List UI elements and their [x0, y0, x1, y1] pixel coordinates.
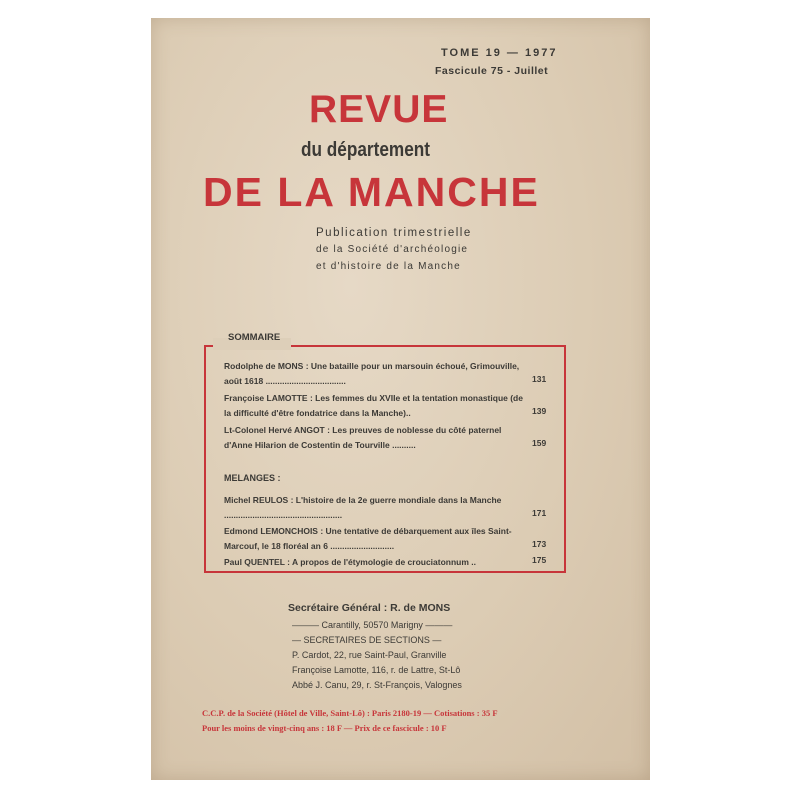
section-line-1: P. Cardot, 22, rue Saint-Paul, Granville — [292, 650, 447, 660]
melanges-entry-1: Michel REULOS : L'histoire de la 2e guerre mondiale dans la Manche .................................................. — [224, 495, 502, 520]
publication-line-1: Publication trimestrielle — [316, 227, 472, 239]
journal-cover — [151, 18, 650, 780]
tome-label: TOME 19 — 1977 — [441, 47, 558, 59]
melanges-entry-3: Paul QUENTEL : A propos de l'étymologie de crouciatonnum .. — [224, 557, 477, 567]
title-de-la-manche: DE LA MANCHE — [203, 169, 540, 215]
title-revue: REVUE — [309, 88, 449, 131]
secretaire-general: Secrétaire Général : R. de MONS — [288, 602, 451, 614]
sommaire-entry-3: Lt-Colonel Hervé ANGOT : Les preuves de noblesse du côté paternel d'Anne Hilarion de Costentin de Tourville .......... — [224, 425, 502, 450]
melanges-page-3: 175 — [532, 555, 547, 565]
footer-line-1: C.C.P. de la Société (Hôtel de Ville, Saint-Lô) : Paris 2180-19 — Cotisations : 35 F — [202, 708, 498, 718]
section-line-3: Abbé J. Canu, 29, r. St-François, Valognes — [292, 680, 462, 690]
sommaire-entry-2: Françoise LAMOTTE : Les femmes du XVIIe et la tentation monastique (de la difficulté d'être fondatrice dans la Manche).. — [224, 393, 523, 418]
fascicule-label: Fascicule 75 - Juillet — [435, 65, 549, 77]
secretaire-address: ——— Carantilly, 50570 Marigny ——— — [292, 620, 453, 630]
footer-line-2: Pour les moins de vingt-cinq ans : 18 F — Prix de ce fascicule : 10 F — [202, 723, 447, 733]
publication-line-3: et d'histoire de la Manche — [316, 261, 461, 272]
sections-title: — SECRETAIRES DE SECTIONS — — [292, 635, 442, 645]
melanges-entry-2: Edmond LEMONCHOIS : Une tentative de débarquement aux îles Saint-Marcouf, le 18 floréal an 6 ........................... — [224, 526, 512, 551]
melanges-heading: MELANGES : — [224, 473, 281, 483]
sommaire-entry-1: Rodolphe de MONS : Une bataille pour un marsouin échoué, Grimouville, août 1618 .................................. — [224, 361, 520, 386]
melanges-page-1: 171 — [532, 508, 547, 518]
section-line-2: Françoise Lamotte, 116, r. de Lattre, St-Lô — [292, 665, 461, 675]
sommaire-heading: SOMMAIRE — [228, 332, 281, 343]
sommaire-page-2: 139 — [532, 406, 547, 416]
sommaire-page-1: 131 — [532, 374, 547, 384]
title-du-departement: du département — [301, 139, 431, 161]
publication-line-2: de la Société d'archéologie — [316, 244, 469, 255]
melanges-page-2: 173 — [532, 539, 547, 549]
sommaire-page-3: 159 — [532, 438, 547, 448]
